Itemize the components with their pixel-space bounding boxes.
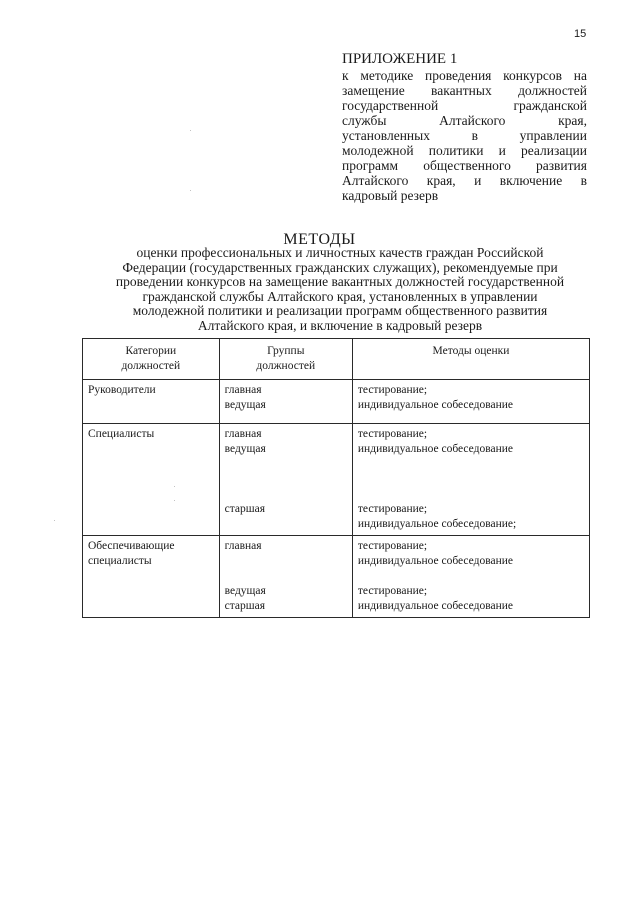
header-text: должностей bbox=[121, 360, 181, 372]
header-text: должностей bbox=[256, 360, 316, 372]
cell-category bbox=[83, 424, 220, 536]
table-row-managers bbox=[83, 380, 590, 424]
category-text: Обеспечивающие bbox=[88, 540, 175, 552]
group-text: ведущая bbox=[224, 399, 266, 411]
method-text: индивидуальное собеседование bbox=[357, 399, 514, 411]
method-text: тестирование; bbox=[357, 540, 428, 552]
methods-table bbox=[82, 338, 590, 618]
cell-spacer bbox=[358, 457, 584, 502]
cell-methods bbox=[352, 380, 589, 424]
cell-spacer bbox=[358, 569, 584, 584]
cell-methods bbox=[352, 536, 589, 618]
group-text: старшая bbox=[224, 600, 265, 612]
page-number: 15 bbox=[574, 28, 587, 40]
document-title: МЕТОДЫ bbox=[283, 231, 356, 248]
group-text: главная bbox=[224, 540, 262, 552]
header-text: Группы bbox=[267, 345, 305, 357]
scan-artifact bbox=[190, 130, 191, 131]
cell-category bbox=[83, 380, 220, 424]
table-row-specialists bbox=[83, 424, 590, 536]
cell-spacer bbox=[225, 554, 347, 569]
method-text: индивидуальное собеседование bbox=[357, 443, 514, 455]
header-text: Методы оценки bbox=[432, 345, 510, 357]
appendix-line: установленных в управлении bbox=[342, 128, 587, 143]
method-text: тестирование; bbox=[357, 428, 428, 440]
method-text: индивидуальное собеседование bbox=[357, 600, 514, 612]
category-text: Руководители bbox=[88, 384, 156, 396]
category-text: Специалисты bbox=[88, 428, 155, 440]
group-text: главная bbox=[224, 428, 262, 440]
appendix-title: ПРИЛОЖЕНИЕ 1 bbox=[342, 51, 458, 67]
cell-spacer bbox=[225, 457, 347, 502]
appendix-line: к методике проведения конкурсов на bbox=[342, 68, 587, 83]
cell-groups bbox=[219, 380, 352, 424]
cell-groups bbox=[219, 536, 352, 618]
subtitle-line: молодежной политики и реализации программ общественного развития bbox=[132, 303, 548, 319]
header-groups bbox=[219, 339, 352, 380]
appendix-line: молодежной политики и реализации bbox=[342, 143, 587, 158]
appendix-line: службы Алтайского края, bbox=[342, 113, 587, 128]
subtitle-line: проведении конкурсов на замещение вакантных должностей государственной bbox=[115, 274, 565, 290]
method-text: индивидуальное собеседование; bbox=[357, 518, 517, 530]
scan-artifact bbox=[190, 190, 191, 191]
subtitle-line: Федерации (государственных гражданских служащих), рекомендуемые при bbox=[122, 259, 558, 275]
cell-category bbox=[83, 536, 220, 618]
appendix-line: государственной гражданской bbox=[342, 98, 587, 113]
appendix-line: замещение вакантных должностей bbox=[342, 83, 587, 98]
header-category bbox=[83, 339, 220, 380]
group-text: ведущая bbox=[224, 443, 266, 455]
cell-methods bbox=[352, 424, 589, 536]
category-text: специалисты bbox=[88, 555, 152, 567]
appendix-line: Алтайского края, и включение в bbox=[342, 173, 587, 188]
subtitle-line: Алтайского края, и включение в кадровый резерв bbox=[197, 317, 483, 333]
method-text: тестирование; bbox=[357, 585, 428, 597]
method-text: тестирование; bbox=[357, 384, 428, 396]
subtitle-line: гражданской службы Алтайского края, установленных в управлении bbox=[142, 288, 538, 304]
table-row-support-specialists bbox=[83, 536, 590, 618]
subtitle-line: оценки профессиональных и личностных качеств граждан Российской bbox=[136, 245, 544, 260]
header-text: Категории bbox=[125, 345, 177, 357]
method-text: тестирование; bbox=[357, 503, 428, 515]
document-subtitle bbox=[80, 246, 600, 334]
cell-spacer bbox=[225, 569, 347, 584]
table-header-row bbox=[83, 339, 590, 380]
method-text: индивидуальное собеседование bbox=[357, 555, 514, 567]
group-text: главная bbox=[224, 384, 262, 396]
appendix-block bbox=[342, 51, 587, 203]
scan-artifact bbox=[174, 486, 175, 487]
header-methods bbox=[352, 339, 589, 380]
scan-artifact bbox=[174, 500, 175, 501]
cell-groups bbox=[219, 424, 352, 536]
appendix-line: программ общественного развития bbox=[342, 158, 587, 173]
scan-artifact bbox=[54, 520, 55, 521]
appendix-line: кадровый резерв bbox=[342, 188, 439, 203]
group-text: старшая bbox=[224, 503, 265, 515]
group-text: ведущая bbox=[224, 585, 266, 597]
